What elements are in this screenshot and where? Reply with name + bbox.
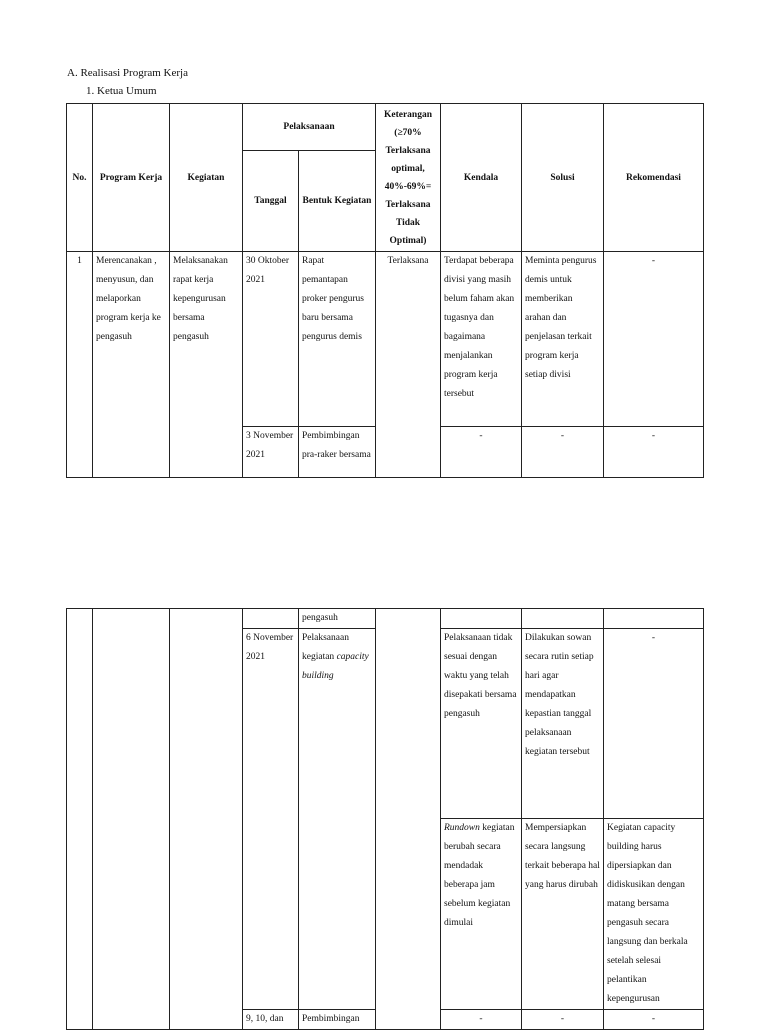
cell-no bbox=[67, 609, 93, 1030]
cell-rekomendasi: - bbox=[604, 629, 704, 819]
cell-rekomendasi: - bbox=[604, 252, 704, 427]
cell-solusi: Dilakukan sowan secara rutin setiap hari agar mendapatkan kepastian tanggal pelaksanaan kegiatan tersebut bbox=[522, 629, 604, 819]
program-table-page-2 bbox=[66, 608, 704, 1030]
cell-tanggal: 6 November 2021 bbox=[243, 629, 299, 1010]
kendala-plain-text: kegiatan berubah secara mendadak beberapa jam sebelum kegiatan dimulai bbox=[444, 823, 515, 928]
cell-no: 1 bbox=[67, 252, 93, 478]
cell-bentuk: Pembimbingan pra-raker bersama bbox=[299, 427, 376, 478]
cell-rekomendasi: - bbox=[604, 1010, 704, 1030]
cell-kendala bbox=[441, 609, 522, 629]
table-row bbox=[67, 252, 704, 427]
cell-tanggal: 30 Oktober 2021 bbox=[243, 252, 299, 427]
cell-solusi bbox=[522, 609, 604, 629]
cell-bentuk bbox=[299, 629, 376, 1010]
header-tanggal: Tanggal bbox=[243, 151, 299, 252]
cell-solusi: Meminta pengurus demis untuk memberikan arahan dan penjelasan terkait program kerja setiap divisi bbox=[522, 252, 604, 427]
bentuk-italic-text: capacity building bbox=[302, 652, 369, 681]
cell-tanggal bbox=[243, 609, 299, 629]
header-keterangan: Keterangan (≥70% Terlaksana optimal, 40%-69%= Terlaksana Tidak Optimal) bbox=[376, 104, 441, 252]
cell-rekomendasi: - bbox=[604, 427, 704, 478]
cell-solusi: - bbox=[522, 1010, 604, 1030]
cell-bentuk: pengasuh bbox=[299, 609, 376, 629]
cell-kendala: Pelaksanaan tidak sesuai dengan waktu yang telah disepakati bersama pengasuh bbox=[441, 629, 522, 819]
cell-solusi: Mempersiapkan secara langsung terkait beberapa hal yang harus dirubah bbox=[522, 819, 604, 1010]
program-table-page-1 bbox=[66, 103, 704, 478]
cell-solusi: - bbox=[522, 427, 604, 478]
header-pelaksanaan: Pelaksanaan bbox=[243, 104, 376, 151]
cell-program bbox=[93, 609, 170, 1030]
cell-kegiatan: Melaksanakan rapat kerja kepengurusan bersama pengasuh bbox=[170, 252, 243, 478]
cell-kendala bbox=[441, 819, 522, 1010]
table-row bbox=[67, 609, 704, 629]
header-no: No. bbox=[67, 104, 93, 252]
subsection-heading: 1. Ketua Umum bbox=[86, 85, 157, 97]
header-bentuk: Bentuk Kegiatan bbox=[299, 151, 376, 252]
cell-kendala: Terdapat beberapa divisi yang masih belum faham akan tugasnya dan bagaimana menjalankan program kerja tersebut bbox=[441, 252, 522, 427]
kendala-italic-text: Rundown bbox=[444, 823, 480, 833]
header-kendala: Kendala bbox=[441, 104, 522, 252]
cell-rekomendasi bbox=[604, 609, 704, 629]
cell-bentuk: Pembimbingan bbox=[299, 1010, 376, 1030]
cell-keterangan bbox=[376, 609, 441, 1030]
cell-kendala: - bbox=[441, 427, 522, 478]
cell-bentuk: Rapat pemantapan proker pengurus baru bersama pengurus demis bbox=[299, 252, 376, 427]
cell-program: Merencanakan , menyusun, dan melaporkan program kerja ke pengasuh bbox=[93, 252, 170, 478]
cell-tanggal: 9, 10, dan bbox=[243, 1010, 299, 1030]
header-solusi: Solusi bbox=[522, 104, 604, 252]
header-kegiatan: Kegiatan bbox=[170, 104, 243, 252]
header-program: Program Kerja bbox=[93, 104, 170, 252]
section-heading: A. Realisasi Program Kerja bbox=[67, 67, 188, 79]
cell-keterangan: Terlaksana bbox=[376, 252, 441, 478]
header-rekomendasi: Rekomendasi bbox=[604, 104, 704, 252]
cell-kendala: - bbox=[441, 1010, 522, 1030]
cell-tanggal: 3 November 2021 bbox=[243, 427, 299, 478]
cell-rekomendasi: Kegiatan capacity building harus dipersiapkan dan didiskusikan dengan matang bersama pengasuh secara langsung dan berkala setelah selesai pelantikan kepengurusan bbox=[604, 819, 704, 1010]
cell-kegiatan bbox=[170, 609, 243, 1030]
bentuk-plain-text: Pelaksanaan kegiatan bbox=[302, 633, 349, 662]
